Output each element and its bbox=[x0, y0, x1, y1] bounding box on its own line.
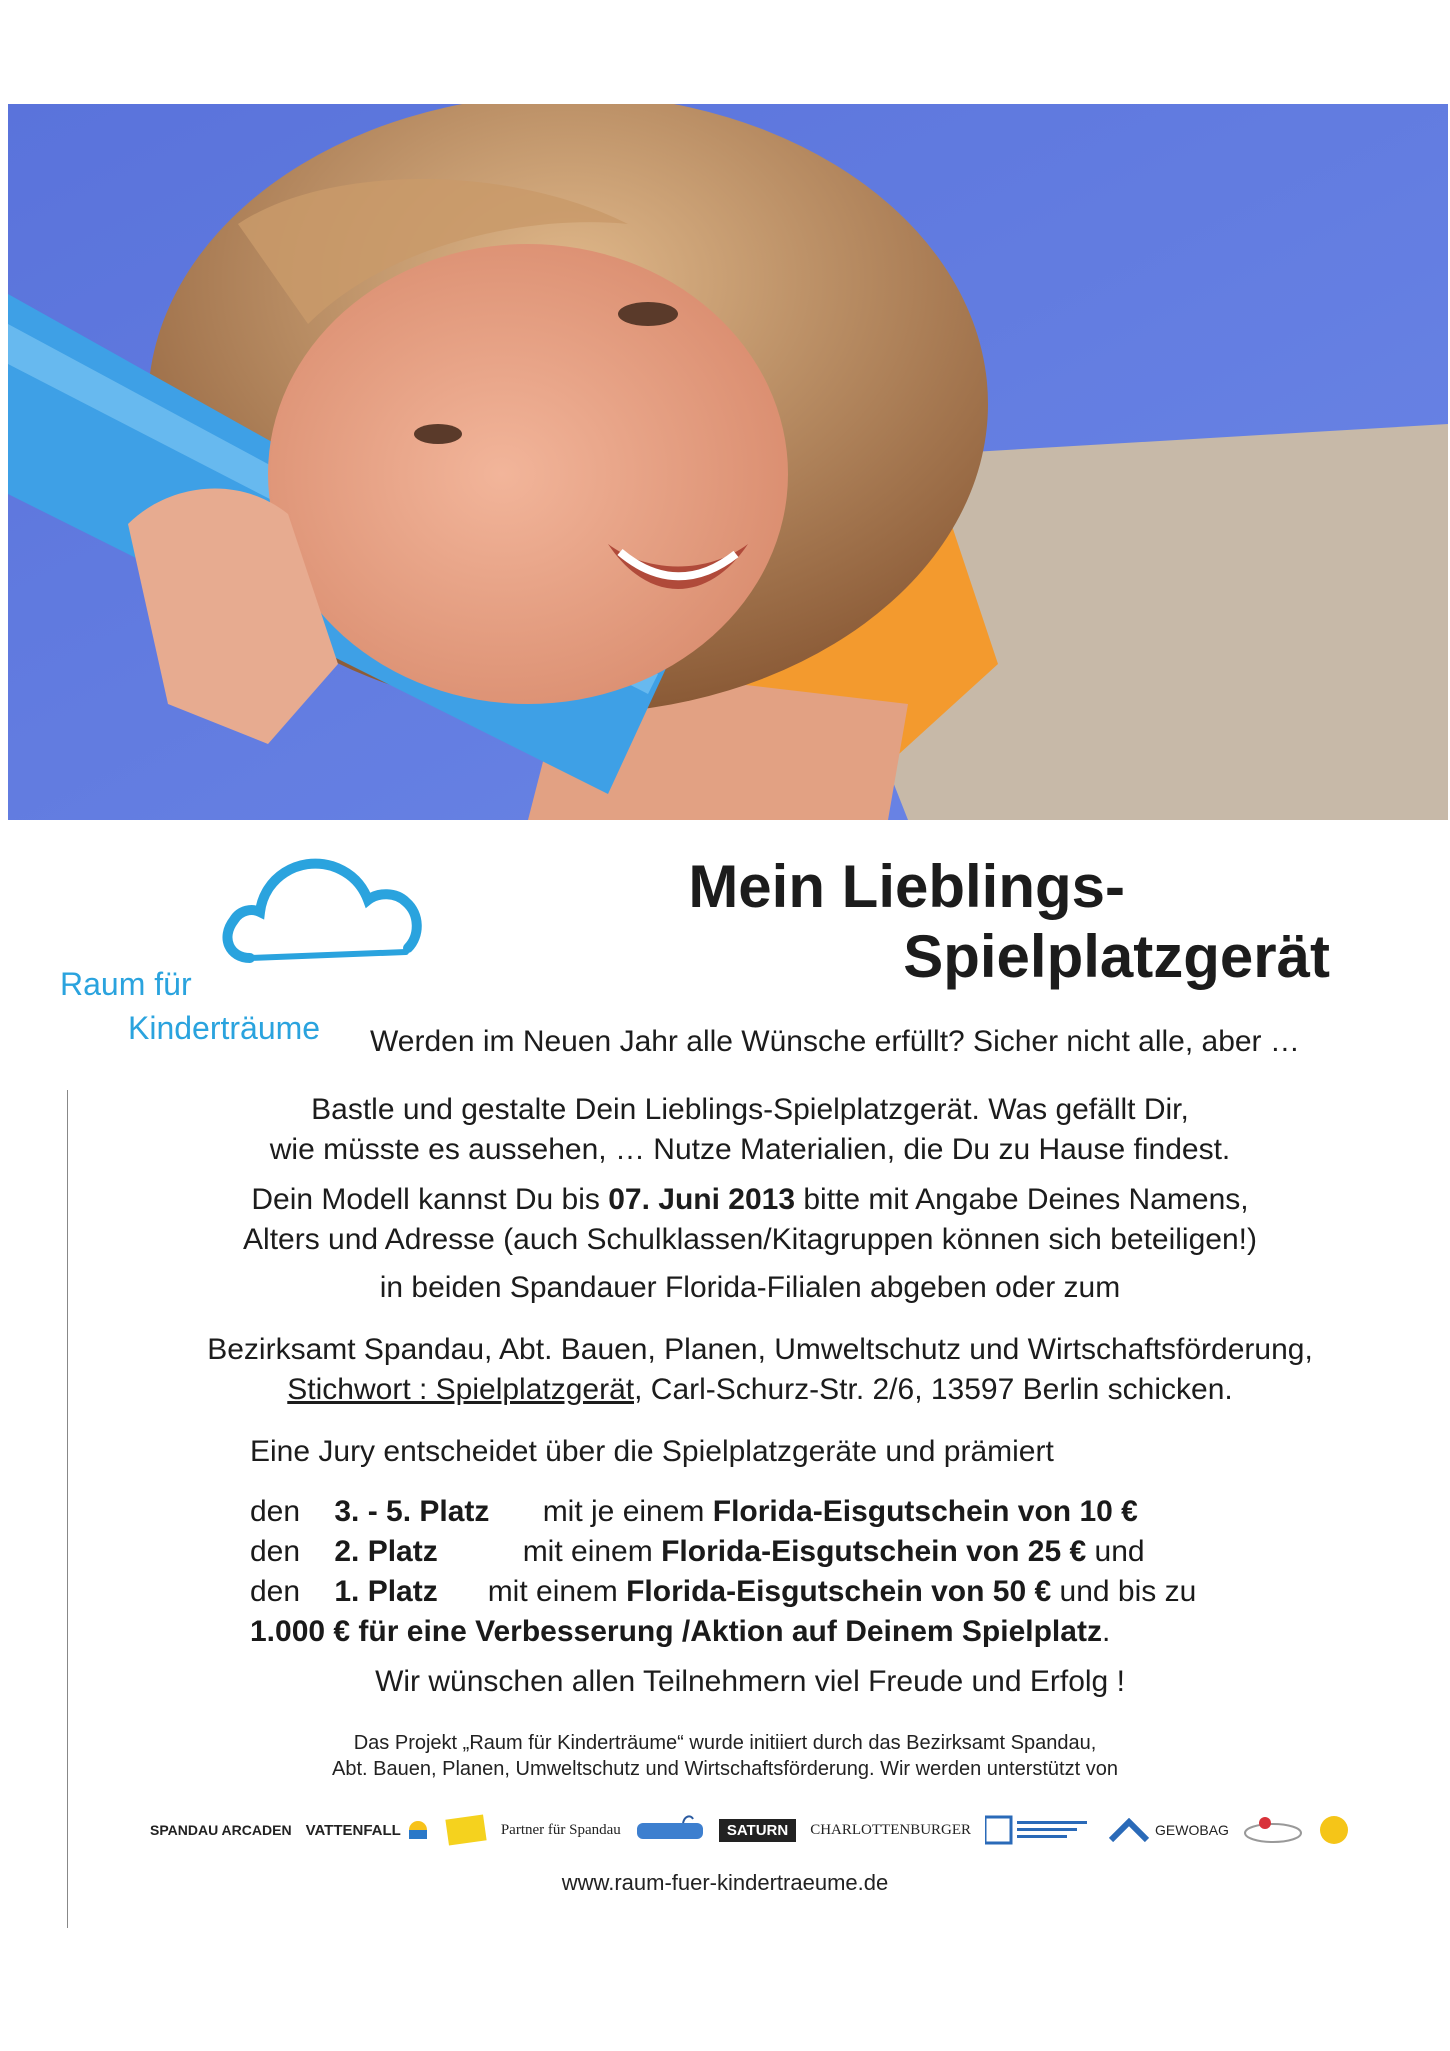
para-build-line1: Bastle und gestalte Dein Lieblings-Spielplatzgerät. Was gefällt Dir, bbox=[311, 1093, 1189, 1126]
prize-mid: mit einem bbox=[487, 1575, 618, 1608]
para-deadline-line2: Alters und Adresse (auch Schulklassen/Kitagruppen können sich beteiligen!) bbox=[243, 1223, 1257, 1256]
yellow-round-icon bbox=[1317, 1815, 1351, 1845]
prize-voucher: Florida-Eisgutschein von 25 € bbox=[661, 1535, 1087, 1568]
prize-tail: und bis zu bbox=[1051, 1575, 1197, 1608]
left-divider bbox=[67, 1090, 68, 1928]
sponsor-yellow-badge-logo bbox=[445, 1813, 487, 1847]
deadline-pre: Dein Modell kannst Du bis bbox=[251, 1183, 609, 1216]
sponsor-saturn: SATURN bbox=[719, 1819, 796, 1842]
hero-photo bbox=[8, 104, 1448, 820]
prize-den: den bbox=[250, 1575, 301, 1608]
sponsor-gewobag-text: GEWOBAG bbox=[1155, 1822, 1229, 1838]
logo-text-line1: Raum für bbox=[60, 966, 192, 1002]
title-line1: Mein Lieblings- bbox=[688, 853, 1125, 920]
prize-place: 3. - 5. Platz bbox=[334, 1495, 490, 1528]
para-deadline-line1 bbox=[150, 1180, 1350, 1220]
prize-place: 2. Platz bbox=[334, 1535, 438, 1568]
sponsor-gewobag bbox=[1109, 1818, 1229, 1842]
sponsor-vattenfall-text: VATTENFALL bbox=[305, 1821, 401, 1839]
prize-extra-end: . bbox=[1101, 1615, 1111, 1648]
para-build-line2: wie müsste es aussehen, … Nutze Materialien, die Du zu Hause findest. bbox=[269, 1133, 1231, 1166]
jury-text: Eine Jury entscheidet über die Spielplatzgeräte und prämiert bbox=[250, 1435, 1054, 1468]
para-address-line2 bbox=[140, 1370, 1380, 1410]
para-deadline-line3: in beiden Spandauer Florida-Filialen abgeben oder zum bbox=[379, 1271, 1121, 1304]
sponsor-logos bbox=[150, 1800, 1350, 1860]
prize-extra-text: 1.000 € für eine Verbesserung /Aktion auf Deinem Spielplatz bbox=[250, 1615, 1102, 1648]
para-address bbox=[140, 1330, 1380, 1410]
project-info bbox=[0, 1730, 1450, 1782]
prize-voucher: Florida-Eisgutschein von 50 € bbox=[626, 1575, 1052, 1608]
sponsor-partner-fuer-spandau: Partner für Spandau bbox=[500, 1821, 621, 1838]
florida-logo-icon bbox=[635, 1815, 705, 1845]
wish-text: Wir wünschen allen Teilnehmern viel Freude und Erfolg ! bbox=[375, 1665, 1125, 1698]
deadline-date: 07. Juni 2013 bbox=[608, 1183, 796, 1216]
deadline-post: bitte mit Angabe Deines Namens, bbox=[795, 1183, 1249, 1216]
red-emblem-icon bbox=[1243, 1815, 1303, 1845]
prize-den: den bbox=[250, 1535, 301, 1568]
vattenfall-sun-icon bbox=[405, 1820, 431, 1840]
keyword-text: Stichwort : Spielplatzgerät, bbox=[287, 1373, 643, 1406]
yellow-badge-icon bbox=[445, 1813, 487, 1847]
sponsor-vattenfall bbox=[306, 1820, 431, 1840]
prize-extra bbox=[250, 1612, 1110, 1652]
prize-tail: und bbox=[1086, 1535, 1145, 1568]
website-url: www.raum-fuer-kindertraeume.de bbox=[561, 1870, 889, 1895]
prize-row-1 bbox=[250, 1492, 1138, 1532]
raum-fuer-kindertraeume-logo bbox=[60, 848, 510, 1048]
project-info-line2: Abt. Bauen, Planen, Umweltschutz und Wirtschaftsförderung. Wir werden unterstützt von bbox=[332, 1758, 1118, 1780]
page-title bbox=[688, 852, 1330, 992]
sponsor-florida-logo bbox=[635, 1815, 705, 1845]
sponsor-1892-logo bbox=[985, 1815, 1095, 1845]
para-address-line1: Bezirksamt Spandau, Abt. Bauen, Planen, Umweltschutz und Wirtschaftsförderung, bbox=[207, 1333, 1313, 1366]
para-build bbox=[150, 1090, 1350, 1170]
intro-text: Werden im Neuen Jahr alle Wünsche erfüllt? Sicher nicht alle, aber … bbox=[370, 1025, 1300, 1058]
project-info-line1: Das Projekt „Raum für Kinderträume“ wurde initiiert durch das Bezirksamt Spandau, bbox=[353, 1732, 1097, 1754]
prize-place: 1. Platz bbox=[334, 1575, 438, 1608]
sponsor-spandau-arcaden: SPANDAU ARCADEN bbox=[150, 1822, 292, 1838]
gewobag-chevron-icon bbox=[1109, 1818, 1149, 1842]
prize-row-3 bbox=[250, 1572, 1196, 1612]
prize-row-2 bbox=[250, 1532, 1145, 1572]
title-line2: Spielplatzgerät bbox=[903, 923, 1330, 990]
prize-den: den bbox=[250, 1495, 301, 1528]
prize-mid: mit einem bbox=[522, 1535, 653, 1568]
para-deadline bbox=[150, 1180, 1350, 1308]
sponsor-red-logo bbox=[1243, 1815, 1303, 1845]
sponsor-charlottenburger: CHARLOTTENBURGER bbox=[810, 1821, 972, 1838]
prize-mid: mit je einem bbox=[542, 1495, 705, 1528]
address-text: Carl-Schurz-Str. 2/6, 13597 Berlin schicken. bbox=[642, 1373, 1233, 1406]
prize-voucher: Florida-Eisgutschein von 10 € bbox=[712, 1495, 1138, 1528]
genossenschaft-logo-icon bbox=[985, 1815, 1095, 1845]
logo-text-line2: Kinderträume bbox=[128, 1010, 321, 1046]
child-on-climbing-bar-image bbox=[8, 104, 1448, 820]
cloud-icon bbox=[220, 848, 670, 968]
sponsor-yellow-round-logo bbox=[1317, 1815, 1351, 1845]
